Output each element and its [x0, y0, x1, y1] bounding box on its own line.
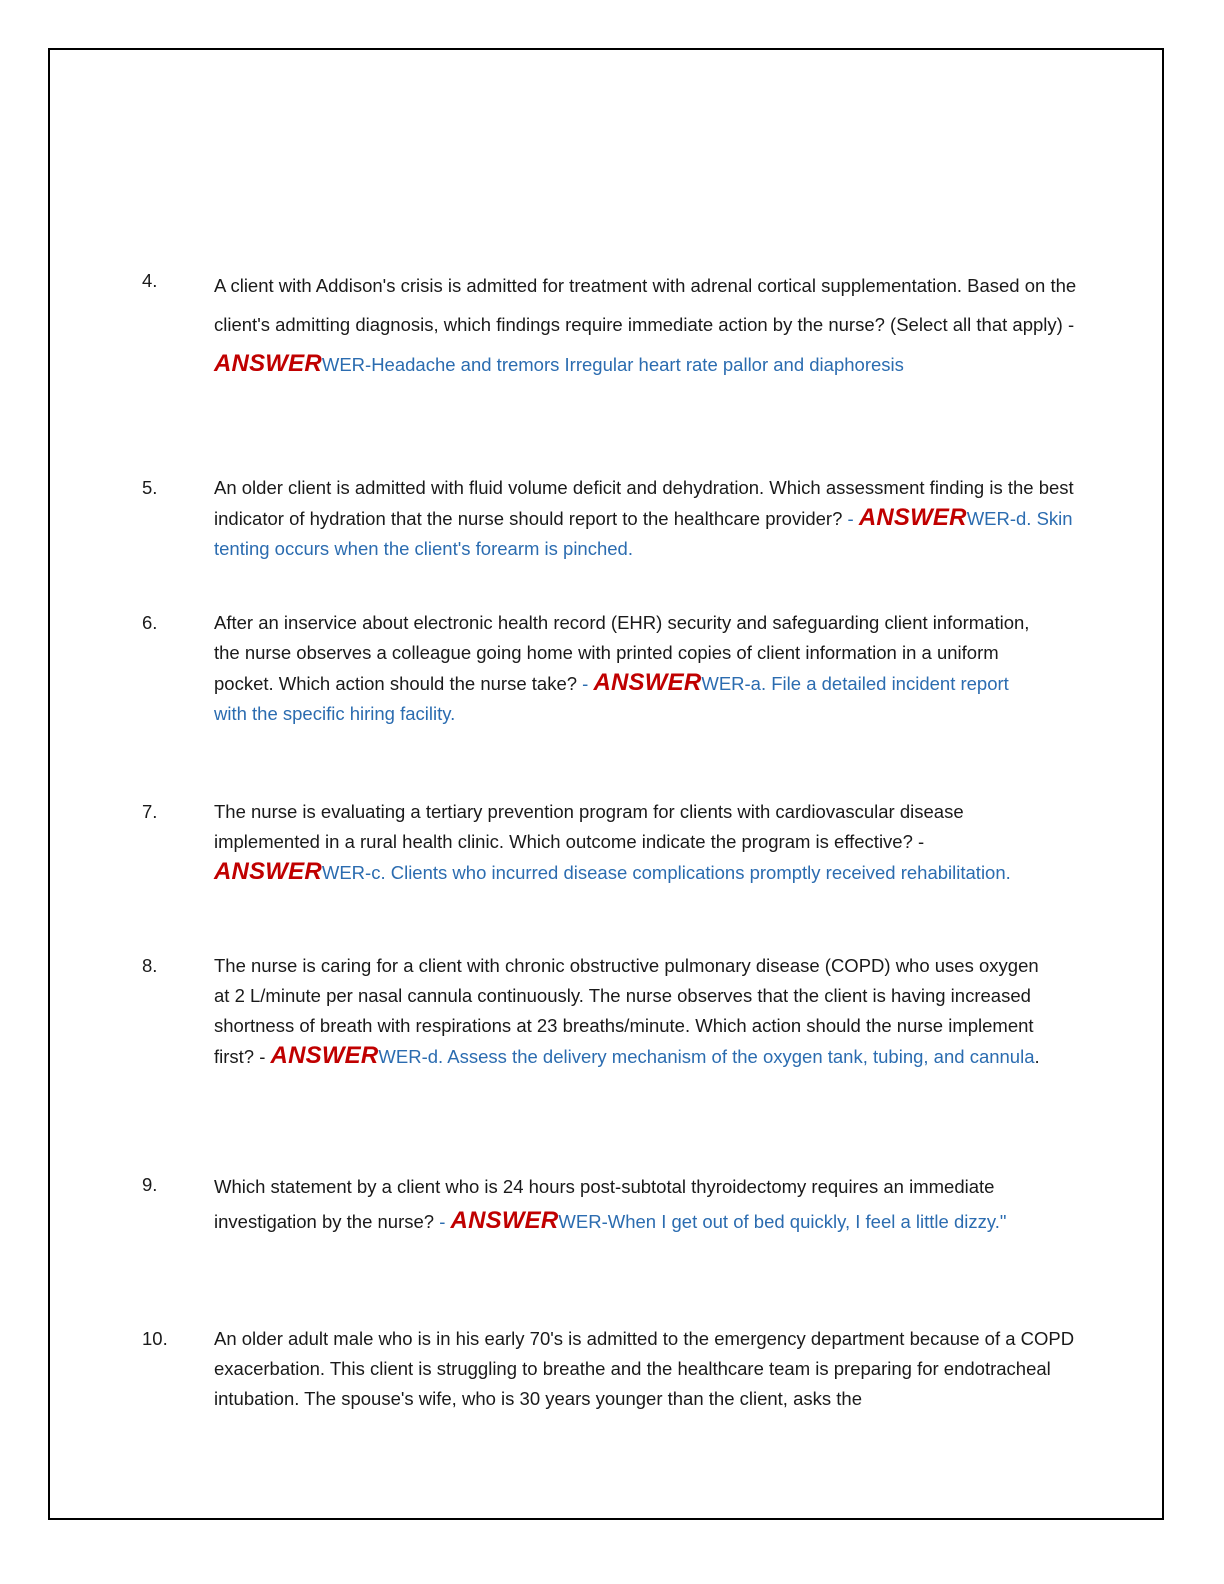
question-text: The nurse is evaluating a tertiary prevention program for clients with cardiovascular disease implemented in a rural health clinic. Which outcome indicate the program is effective?: [214, 801, 964, 852]
question-number: 10.: [142, 1328, 168, 1349]
question-text: The nurse is caring for a client with chronic obstructive pulmonary disease (COPD) who uses oxygen at 2 L/minute per nasal cannula continuously. The nurse observes that the client is having increased shortness of breath with respirations at 23 breaths/minute. Which action should the nurse implement first?: [214, 955, 1039, 1067]
answer-separator: -: [582, 673, 589, 694]
question-text: A client with Addison's crisis is admitted for treatment with adrenal cortical supplementation. Based on the client's admitting diagnosis, which findings require immediate action by the nurse? (Select all that apply): [214, 275, 1077, 335]
answer-trailing-period: .: [1034, 1046, 1040, 1067]
answer-text: WER-Headache and tremors Irregular heart rate pallor and diaphoresis: [321, 354, 904, 375]
answer-label: ANSWER: [214, 858, 322, 885]
question-number: 6.: [142, 612, 158, 633]
answer-text: WER-When I get out of bed quickly, I feel a little dizzy.": [558, 1211, 1007, 1232]
question-body: [214, 473, 1074, 564]
question-body: [214, 951, 1054, 1072]
answer-label: ANSWER: [593, 669, 702, 696]
answer-separator: -: [918, 831, 925, 852]
question-body: [214, 797, 1064, 888]
question-text: After an inservice about electronic health record (EHR) security and safeguarding client information, the nurse observes a colleague going home with printed copies of client information in a uniform pocket. Which action should the nurse take?: [214, 612, 1030, 694]
answer-label: ANSWER: [214, 350, 322, 377]
question-text: An older adult male who is in his early 70's is admitted to the emergency department because of a COPD exacerbation. This client is struggling to breathe and the healthcare team is preparing for endotracheal intubation. The spouse's wife, who is 30 years younger than the client, asks the: [214, 1328, 1075, 1409]
answer-separator: -: [439, 1211, 446, 1232]
answer-text: WER-a. File a detailed incident report with the specific hiring facility.: [214, 673, 1009, 724]
answer-label: ANSWER: [450, 1207, 559, 1234]
answer-text: WER-d. Skin tenting occurs when the client's forearm is pinched.: [214, 508, 1073, 559]
question-text: Which statement by a client who is 24 hours post-subtotal thyroidectomy requires an immediate investigation by the nurse?: [214, 1176, 995, 1232]
question-body: [214, 1324, 1084, 1414]
answer-text: WER-c. Clients who incurred disease complications promptly received rehabilitation.: [321, 862, 1011, 883]
question-number: 7.: [142, 801, 158, 822]
question-body: [214, 608, 1044, 729]
question-number: 8.: [142, 955, 158, 976]
answer-label: ANSWER: [858, 504, 967, 531]
answer-label: ANSWER: [270, 1042, 379, 1069]
question-number: 5.: [142, 477, 158, 498]
question-number: 4.: [142, 270, 158, 291]
answer-separator: -: [847, 508, 854, 529]
answer-text: WER-d. Assess the delivery mechanism of the oxygen tank, tubing, and cannula: [378, 1046, 1035, 1067]
question-number: 9.: [142, 1174, 158, 1195]
answer-separator: -: [1067, 314, 1075, 335]
question-text: An older client is admitted with fluid volume deficit and dehydration. Which assessment finding is the best indicator of hydration that the nurse should report to the healthcare provider?: [214, 477, 1074, 529]
question-body: [214, 266, 1084, 384]
question-body: [214, 1170, 1064, 1239]
answer-separator: -: [259, 1046, 266, 1067]
